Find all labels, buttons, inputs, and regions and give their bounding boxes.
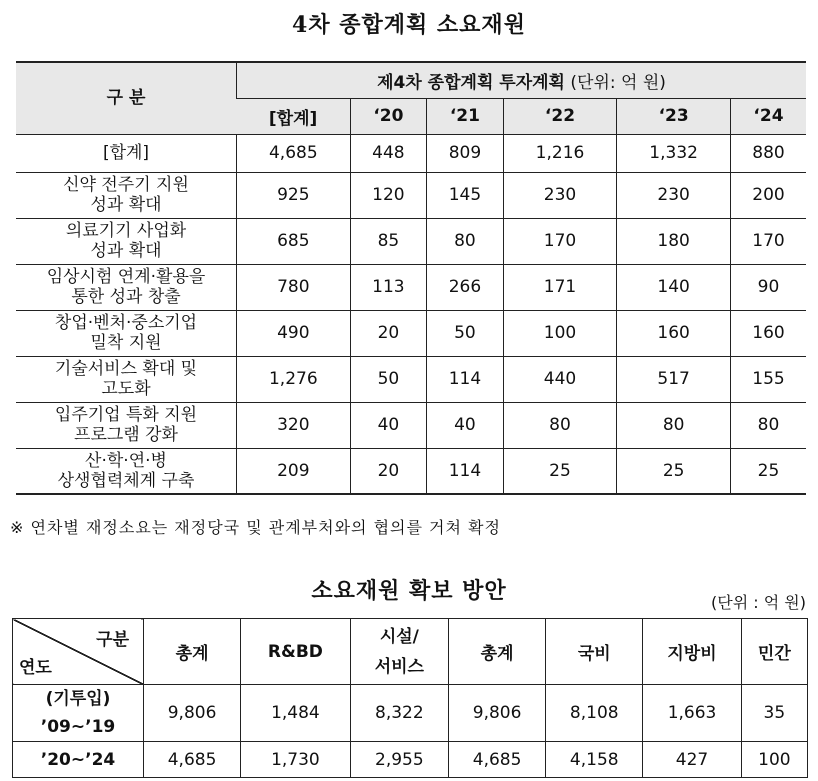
table-cell: 1,484	[241, 685, 351, 742]
table-cell: 140	[617, 264, 731, 310]
table-cell: 80	[503, 402, 617, 448]
investment-plan-table	[16, 61, 806, 495]
table-cell: 50	[350, 356, 427, 402]
table-cell: 448	[350, 134, 427, 172]
col-header	[350, 619, 448, 685]
row-label: ’20~’24	[13, 742, 144, 778]
table-row	[16, 172, 806, 218]
table-cell: 490	[237, 310, 351, 356]
table-row	[16, 134, 806, 172]
table-cell: 8,108	[546, 685, 643, 742]
category-header: 구 분	[16, 62, 237, 134]
row-label-line: 통한 성과 창출	[71, 287, 181, 307]
table-row	[16, 218, 806, 264]
table-cell: 809	[427, 134, 504, 172]
row-label-line: ’09~’19	[40, 717, 116, 737]
table-cell: 50	[427, 310, 504, 356]
table-cell: 1,276	[237, 356, 351, 402]
table-row	[16, 402, 806, 448]
col-header: [합계]	[237, 98, 351, 134]
corner-bottom-label: 연도	[19, 658, 52, 678]
plan-header-label: 제4차 종합계획 투자계획	[377, 72, 565, 93]
table-body	[16, 134, 806, 494]
table-cell: 517	[617, 356, 731, 402]
table-cell: 266	[427, 264, 504, 310]
table-cell: 120	[350, 172, 427, 218]
table-cell: 145	[427, 172, 504, 218]
table-cell: 25	[617, 448, 731, 494]
table-cell: 4,685	[237, 134, 351, 172]
col-header: R&BD	[241, 619, 351, 685]
row-label-line: 의료기기 사업화	[65, 221, 187, 241]
row-label	[16, 264, 237, 310]
table-cell: 1,663	[643, 685, 741, 742]
table-cell: 440	[503, 356, 617, 402]
table-cell: 1,216	[503, 134, 617, 172]
row-label-line: 창업·벤처·중소기업	[54, 313, 198, 333]
row-label	[16, 310, 237, 356]
table-cell: 40	[427, 402, 504, 448]
table-cell: 25	[730, 448, 806, 494]
col-header-line: 서비스	[374, 656, 424, 677]
table-cell: 80	[427, 218, 504, 264]
table-cell: 427	[643, 742, 741, 778]
row-label-line: 임상시험 연계·활용을	[46, 267, 206, 287]
table-cell: 209	[237, 448, 351, 494]
row-label	[16, 356, 237, 402]
corner-top-label: 구분	[96, 630, 129, 650]
corner-cell	[13, 619, 144, 685]
col-header: ‘21	[427, 98, 504, 134]
table-cell: 171	[503, 264, 617, 310]
col-header: ‘24	[730, 98, 806, 134]
table-cell: 80	[730, 402, 806, 448]
table-cell: 85	[350, 218, 427, 264]
table-cell: 20	[350, 448, 427, 494]
col-header-line: 시설/	[379, 626, 419, 647]
table-cell: 4,685	[144, 742, 241, 778]
row-label-line: 성과 확대	[90, 241, 162, 261]
table-cell: 200	[730, 172, 806, 218]
row-label-line: 상생협력체계 구축	[57, 470, 195, 491]
funding-table	[12, 618, 808, 778]
table-cell: 780	[237, 264, 351, 310]
table-cell: 100	[503, 310, 617, 356]
footnote: ※ 연차별 재정소요는 재정당국 및 관계부처와의 협의를 거쳐 확정	[10, 518, 501, 537]
table-cell: 170	[730, 218, 806, 264]
table-cell: 230	[617, 172, 731, 218]
table-cell: 160	[730, 310, 806, 356]
col-header: 민간	[741, 619, 807, 685]
col-header: ‘20	[350, 98, 427, 134]
table-cell: 25	[503, 448, 617, 494]
row-label	[16, 134, 237, 172]
table-row	[16, 310, 806, 356]
row-label-line: 밀착 지원	[90, 333, 162, 353]
row-label	[13, 685, 144, 742]
table-cell: 2,955	[350, 742, 448, 778]
col-header: ‘23	[617, 98, 731, 134]
row-label-line: 입주기업 특화 지원	[54, 405, 198, 425]
table-cell: 880	[730, 134, 806, 172]
col-header: ‘22	[503, 98, 617, 134]
table-cell: 925	[237, 172, 351, 218]
col-header: 총계	[144, 619, 241, 685]
col-header: 국비	[546, 619, 643, 685]
row-label-line: 산·학·연·병	[85, 450, 167, 471]
table-row	[16, 264, 806, 310]
table-cell: 685	[237, 218, 351, 264]
table-cell: 160	[617, 310, 731, 356]
row-label-line: 고도화	[101, 379, 151, 399]
row-label	[16, 402, 237, 448]
table-cell: 40	[350, 402, 427, 448]
table-cell: 114	[427, 448, 504, 494]
table-cell: 1,332	[617, 134, 731, 172]
row-label-line: 프로그램 강화	[74, 425, 178, 445]
col-header: 지방비	[643, 619, 741, 685]
row-label	[16, 172, 237, 218]
table-row	[16, 356, 806, 402]
table-cell: 320	[237, 402, 351, 448]
table-cell: 114	[427, 356, 504, 402]
col-header: 총계	[449, 619, 546, 685]
table-cell: 20	[350, 310, 427, 356]
row-label-line: 신약 전주기 지원	[63, 175, 189, 195]
row-label-line: 기술서비스 확대 및	[54, 359, 198, 379]
table-cell: 4,158	[546, 742, 643, 778]
row-label-line: (기투입)	[45, 689, 111, 709]
table-cell: 9,806	[144, 685, 241, 742]
row-label	[16, 218, 237, 264]
table-cell: 113	[350, 264, 427, 310]
table-cell: 4,685	[449, 742, 546, 778]
table-cell: 9,806	[449, 685, 546, 742]
page-title: 4차 종합계획 소요재원	[292, 12, 526, 38]
row-label-line: [합계]	[102, 143, 150, 163]
table-cell: 90	[730, 264, 806, 310]
row-label-line: 성과 확대	[90, 195, 162, 215]
plan-unit: (단위: 억 원)	[570, 72, 666, 93]
table-cell: 155	[730, 356, 806, 402]
section-title: 소요재원 확보 방안	[311, 578, 507, 604]
table-row	[16, 448, 806, 494]
table-cell: 230	[503, 172, 617, 218]
table-cell: 80	[617, 402, 731, 448]
row-label	[16, 448, 237, 494]
table-cell: 180	[617, 218, 731, 264]
table-cell: 100	[741, 742, 807, 778]
unit-label: (단위 : 억 원)	[711, 593, 806, 612]
table-cell: 1,730	[241, 742, 351, 778]
table-cell: 8,322	[350, 685, 448, 742]
table-cell: 170	[503, 218, 617, 264]
plan-header	[237, 62, 807, 98]
table-cell: 35	[741, 685, 807, 742]
